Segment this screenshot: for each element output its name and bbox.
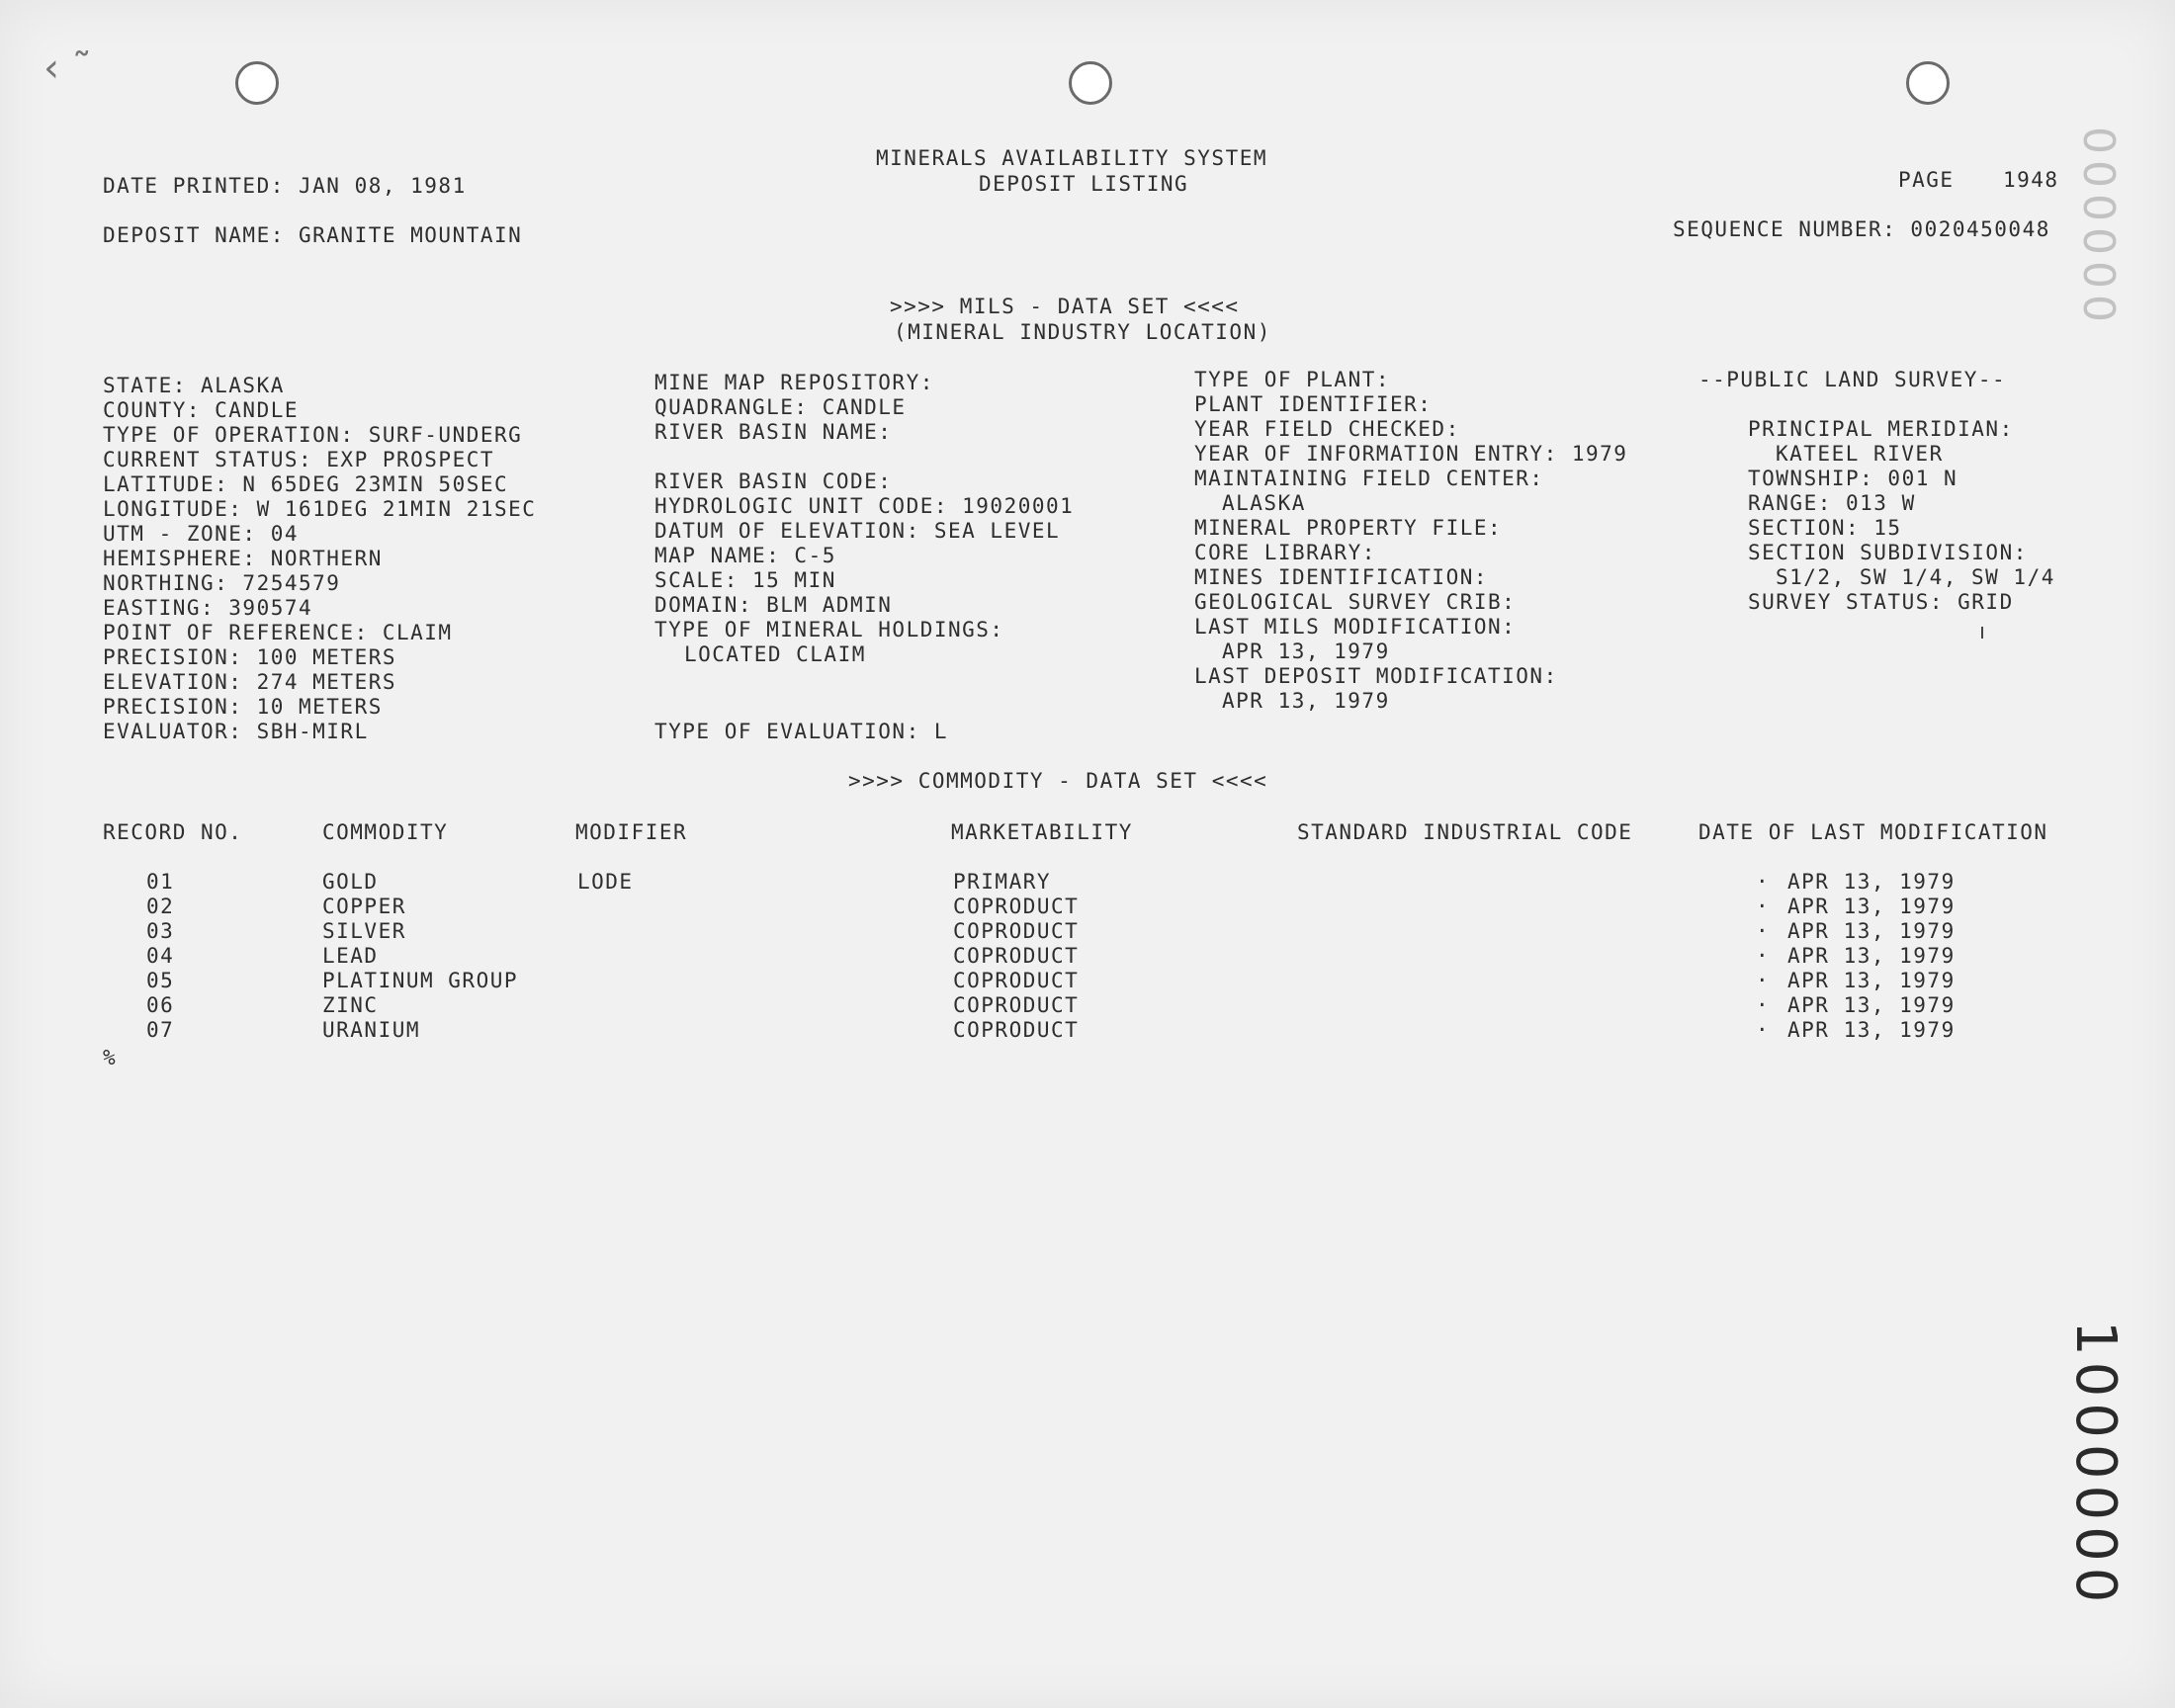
col-record-no: RECORD NO. <box>103 820 243 844</box>
table-row <box>0 895 2175 919</box>
field-type-of-mineral-holdings: TYPE OF MINERAL HOLDINGS: <box>654 618 1004 641</box>
col-standard-industrial-code: STANDARD INDUSTRIAL CODE <box>1297 820 1633 844</box>
cell-date: APR 13, 1979 <box>1787 944 1956 968</box>
field-township: TOWNSHIP: 001 N <box>1748 467 1958 490</box>
table-row <box>0 969 2175 993</box>
field-year-field-checked: YEAR FIELD CHECKED: <box>1194 417 1460 441</box>
bullet: · <box>1756 870 1771 894</box>
field-point-of-reference: POINT OF REFERENCE: CLAIM <box>103 621 453 644</box>
table-row <box>0 919 2175 944</box>
cell-record-no: 06 <box>146 993 175 1017</box>
cell-commodity: ZINC <box>322 993 379 1017</box>
binder-hole-center <box>1069 61 1112 105</box>
listing-title: DEPOSIT LISTING <box>979 172 1189 196</box>
field-county: COUNTY: CANDLE <box>103 398 300 422</box>
cell-record-no: 04 <box>146 944 175 968</box>
field-elevation: ELEVATION: 274 METERS <box>103 670 397 694</box>
field-utm-zone: UTM - ZONE: 04 <box>103 522 300 546</box>
mils-subheading: (MINERAL INDUSTRY LOCATION) <box>894 320 1271 344</box>
field-type-of-operation: TYPE OF OPERATION: SURF-UNDERG <box>103 423 523 447</box>
public-land-survey-heading: --PUBLIC LAND SURVEY-- <box>1698 368 2007 391</box>
cell-record-no: 07 <box>146 1018 175 1042</box>
field-last-mils-modification-date: APR 13, 1979 <box>1222 640 1390 663</box>
system-title: MINERALS AVAILABILITY SYSTEM <box>876 146 1268 170</box>
field-evaluator: EVALUATOR: SBH-MIRL <box>103 720 369 743</box>
field-section-subdivision-value: S1/2, SW 1/4, SW 1/4 <box>1776 565 2055 589</box>
bullet: · <box>1756 969 1771 992</box>
pen-mark: ‹ ˜ <box>44 45 92 91</box>
stamp-number: 1000000 <box>2063 1321 2128 1609</box>
cell-commodity: PLATINUM GROUP <box>322 969 519 992</box>
date-printed: DATE PRINTED: JAN 08, 1981 <box>103 174 467 198</box>
sequence-number: SEQUENCE NUMBER: 0020450048 <box>1673 217 2050 241</box>
field-state: STATE: ALASKA <box>103 374 285 397</box>
col-commodity: COMMODITY <box>322 820 449 844</box>
field-current-status: CURRENT STATUS: EXP PROSPECT <box>103 448 495 471</box>
field-year-of-information-entry: YEAR OF INFORMATION ENTRY: 1979 <box>1194 442 1628 466</box>
field-core-library: CORE LIBRARY: <box>1194 541 1376 564</box>
field-last-deposit-modification: LAST DEPOSIT MODIFICATION: <box>1194 664 1558 688</box>
bullet: · <box>1756 1018 1771 1042</box>
bullet: · <box>1756 919 1771 943</box>
cell-date: APR 13, 1979 <box>1787 919 1956 943</box>
commodity-table-header <box>0 820 2175 845</box>
field-easting: EASTING: 390574 <box>103 596 313 620</box>
cell-commodity: URANIUM <box>322 1018 421 1042</box>
commodity-heading: >>>> COMMODITY - DATA SET <<<< <box>848 769 1268 793</box>
page-label: PAGE <box>1898 168 1955 192</box>
field-geological-survey-crib: GEOLOGICAL SURVEY CRIB: <box>1194 590 1517 614</box>
field-longitude: LONGITUDE: W 161DEG 21MIN 21SEC <box>103 497 537 521</box>
cell-date: APR 13, 1979 <box>1787 1018 1956 1042</box>
cell-marketability: COPRODUCT <box>953 993 1080 1017</box>
cell-date: APR 13, 1979 <box>1787 993 1956 1017</box>
field-river-basin-code: RIVER BASIN CODE: <box>654 470 893 493</box>
field-northing: NORTHING: 7254579 <box>103 571 341 595</box>
field-plant-identifier: PLANT IDENTIFIER: <box>1194 392 1433 416</box>
field-principal-meridian-value: KATEEL RIVER <box>1776 442 1944 466</box>
field-survey-status: SURVEY STATUS: GRID <box>1748 590 2014 614</box>
field-located-claim: LOCATED CLAIM <box>684 642 866 666</box>
bullet: · <box>1756 993 1771 1017</box>
cell-marketability: COPRODUCT <box>953 969 1080 992</box>
cell-modifier: LODE <box>577 870 634 894</box>
field-maintaining-field-center: MAINTAINING FIELD CENTER: <box>1194 467 1544 490</box>
field-latitude: LATITUDE: N 65DEG 23MIN 50SEC <box>103 472 509 496</box>
cell-record-no: 02 <box>146 895 175 918</box>
cell-marketability: COPRODUCT <box>953 944 1080 968</box>
field-map-name: MAP NAME: C-5 <box>654 544 836 567</box>
deposit-name: DEPOSIT NAME: GRANITE MOUNTAIN <box>103 223 523 247</box>
mils-heading: >>>> MILS - DATA SET <<<< <box>890 295 1240 318</box>
cell-date: APR 13, 1979 <box>1787 969 1956 992</box>
cell-marketability: COPRODUCT <box>953 1018 1080 1042</box>
page-number: 1948 <box>2003 168 2059 192</box>
field-section: SECTION: 15 <box>1748 516 1902 540</box>
stray-mark <box>1981 627 1983 639</box>
cell-marketability: PRIMARY <box>953 870 1052 894</box>
col-marketability: MARKETABILITY <box>951 820 1133 844</box>
field-hydrologic-unit-code: HYDROLOGIC UNIT CODE: 19020001 <box>654 494 1075 518</box>
table-row <box>0 944 2175 969</box>
field-datum-of-elevation: DATUM OF ELEVATION: SEA LEVEL <box>654 519 1061 543</box>
cell-commodity: LEAD <box>322 944 379 968</box>
field-precision: PRECISION: 100 METERS <box>103 645 397 669</box>
field-mine-map-repository: MINE MAP REPOSITORY: <box>654 371 934 394</box>
field-river-basin-name: RIVER BASIN NAME: <box>654 420 893 444</box>
field-field-center-value: ALASKA <box>1222 491 1306 515</box>
col-date-of-last-modification: DATE OF LAST MODIFICATION <box>1698 820 2048 844</box>
field-elevation-precision: PRECISION: 10 METERS <box>103 695 383 719</box>
bullet: · <box>1756 944 1771 968</box>
field-type-of-evaluation: TYPE OF EVALUATION: L <box>654 720 949 743</box>
cell-record-no: 05 <box>146 969 175 992</box>
cell-date: APR 13, 1979 <box>1787 870 1956 894</box>
field-quadrangle: QUADRANGLE: CANDLE <box>654 395 907 419</box>
field-range: RANGE: 013 W <box>1748 491 1916 515</box>
field-mines-identification: MINES IDENTIFICATION: <box>1194 565 1489 589</box>
field-section-subdivision: SECTION SUBDIVISION: <box>1748 541 2028 564</box>
table-row <box>0 1018 2175 1043</box>
bullet: · <box>1756 895 1771 918</box>
cell-date: APR 13, 1979 <box>1787 895 1956 918</box>
field-mineral-property-file: MINERAL PROPERTY FILE: <box>1194 516 1503 540</box>
binder-hole-left <box>235 61 279 105</box>
field-hemisphere: HEMISPHERE: NORTHERN <box>103 547 383 570</box>
table-row <box>0 993 2175 1018</box>
cell-marketability: COPRODUCT <box>953 919 1080 943</box>
faint-stamp-number: 000000 <box>2073 127 2124 328</box>
field-last-deposit-modification-date: APR 13, 1979 <box>1222 689 1390 713</box>
field-principal-meridian: PRINCIPAL MERIDIAN: <box>1748 417 2014 441</box>
col-modifier: MODIFIER <box>575 820 688 844</box>
field-domain: DOMAIN: BLM ADMIN <box>654 593 893 617</box>
field-last-mils-modification: LAST MILS MODIFICATION: <box>1194 615 1517 639</box>
cell-record-no: 03 <box>146 919 175 943</box>
cell-commodity: SILVER <box>322 919 406 943</box>
cell-record-no: 01 <box>146 870 175 894</box>
cell-marketability: COPRODUCT <box>953 895 1080 918</box>
field-type-of-plant: TYPE OF PLANT: <box>1194 368 1391 391</box>
cell-commodity: COPPER <box>322 895 406 918</box>
table-row <box>0 870 2175 895</box>
binder-hole-right <box>1906 61 1950 105</box>
end-of-listing-mark: % <box>103 1046 118 1069</box>
field-scale: SCALE: 15 MIN <box>654 568 836 592</box>
cell-commodity: GOLD <box>322 870 379 894</box>
